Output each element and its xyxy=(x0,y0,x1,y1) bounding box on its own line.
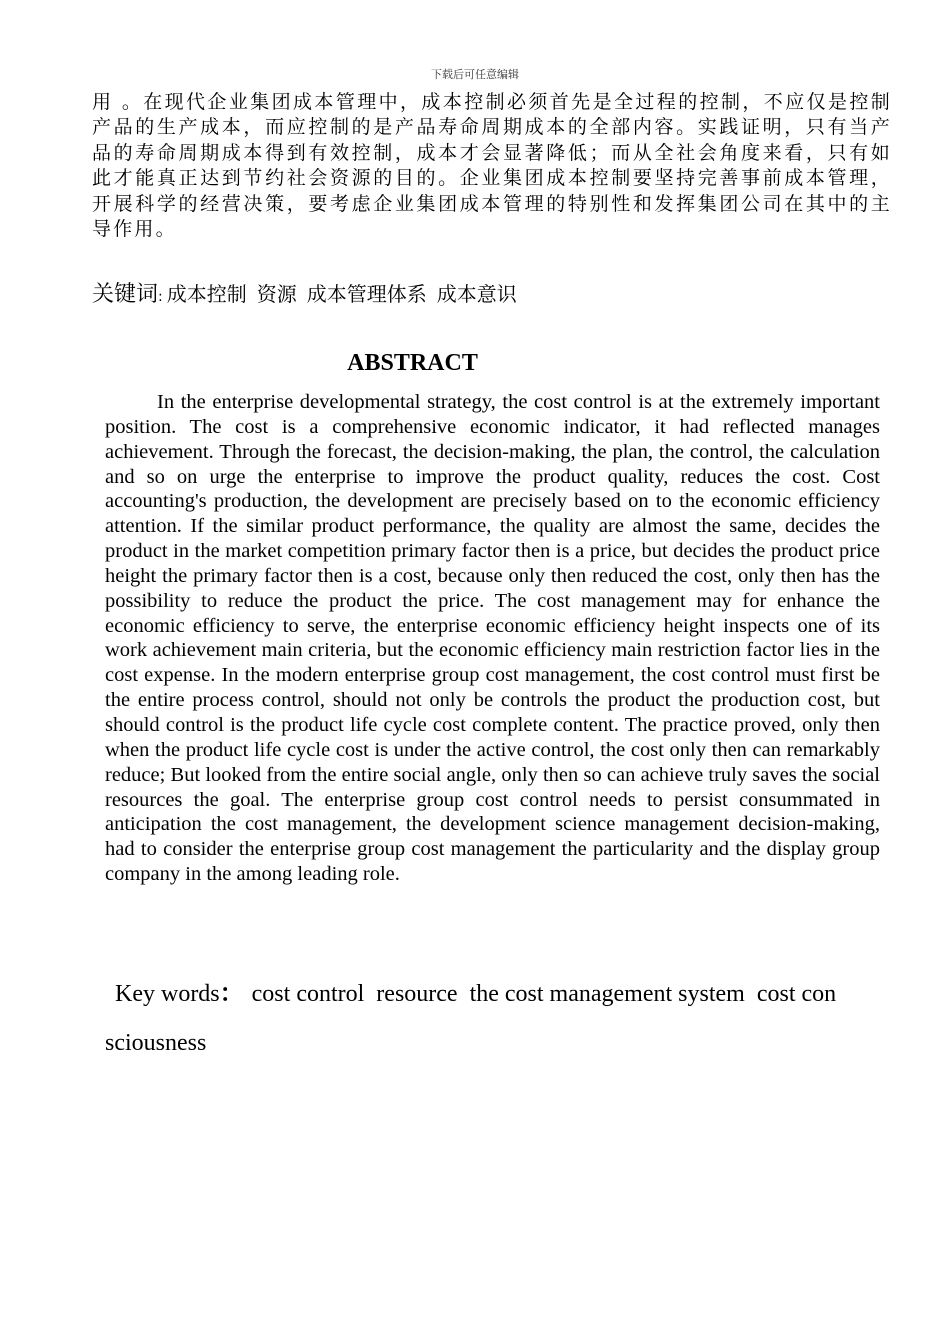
english-keywords-continuation: sciousness xyxy=(105,1030,207,1056)
chinese-keywords-label: 关键词 xyxy=(92,282,159,307)
english-keyword-term: resource xyxy=(376,981,458,1007)
chinese-keyword-term: 成本管理体系 xyxy=(306,282,427,306)
chinese-keyword-term: 成本控制 xyxy=(166,282,247,306)
abstract-body: In the enterprise developmental strategy, the cost control is at the extremely important position. The cost is a comprehensive economic indicator, it had reflected manages achievement. Through the forecast, the decision-making, the plan, the control, the calculation and so on urge the enterprise to improve the product quality, reduces the cost. Cost accounting's production, the development are precisely based on to the economic efficiency attention. If the similar product performance, the quality are almost the same, decides the product in the market competition primary factor then is a price, but decides the product price height the primary factor then is a cost, because only then reduced the cost, only then has the possibility to reduce the product the price. The cost management may for enhance the economic efficiency to serve, the enterprise economic efficiency height inspects one of its work achievement main criteria, but the economic efficiency main restriction factor lies in the cost expense. In the modern enterprise group cost management, the cost control must first be the entire process control, should not only be controls the product the production cost, but should control is the product life cycle cost complete content. The practice proved, only then when the product life cycle cost is under the active control, the cost only then can remarkably reduce; But looked from the entire social angle, only then so can achieve truly saves the social resources the goal. The enterprise group cost control needs to persist consummated in anticipation the cost management, the development science management decision-making, had to consider the enterprise group cost management the particularity and the display group company in the among leading role. xyxy=(105,391,880,886)
english-keyword-term: cost control xyxy=(251,981,365,1007)
english-keyword-term: the cost management system xyxy=(469,981,745,1007)
chinese-keywords-colon: : xyxy=(158,289,163,305)
chinese-abstract-paragraph: 用 。在现代企业集团成本管理中，成本控制必须首先是全过程的控制，不应仅是控制产品的生产成本，而应控制的是产品寿命周期成本的全部内容。实践证明，只有当产品的寿命周期成本得到有效控制，成本才会显著降低；而从全社会角度来看，只有如此才能真正达到节约社会资源的目的。企业集团成本控制要坚持完善事前成本管理，开展科学的经营决策，要考虑企业集团成本管理的特别性和发挥集团公司在其中的主导作用。 xyxy=(92,91,892,241)
english-keywords-colon: ： xyxy=(219,981,244,1007)
chinese-keywords xyxy=(92,277,527,308)
english-keyword-term: cost con xyxy=(756,981,837,1007)
header-note: 下载后可任意编辑 xyxy=(431,68,519,81)
english-keywords xyxy=(105,970,885,1068)
english-keywords-line xyxy=(105,970,885,1019)
chinese-keyword-term: 成本意识 xyxy=(436,282,517,306)
abstract-title: ABSTRACT xyxy=(347,350,478,376)
english-keywords-label: Key words xyxy=(115,981,220,1007)
chinese-keyword-term: 资源 xyxy=(256,282,297,306)
